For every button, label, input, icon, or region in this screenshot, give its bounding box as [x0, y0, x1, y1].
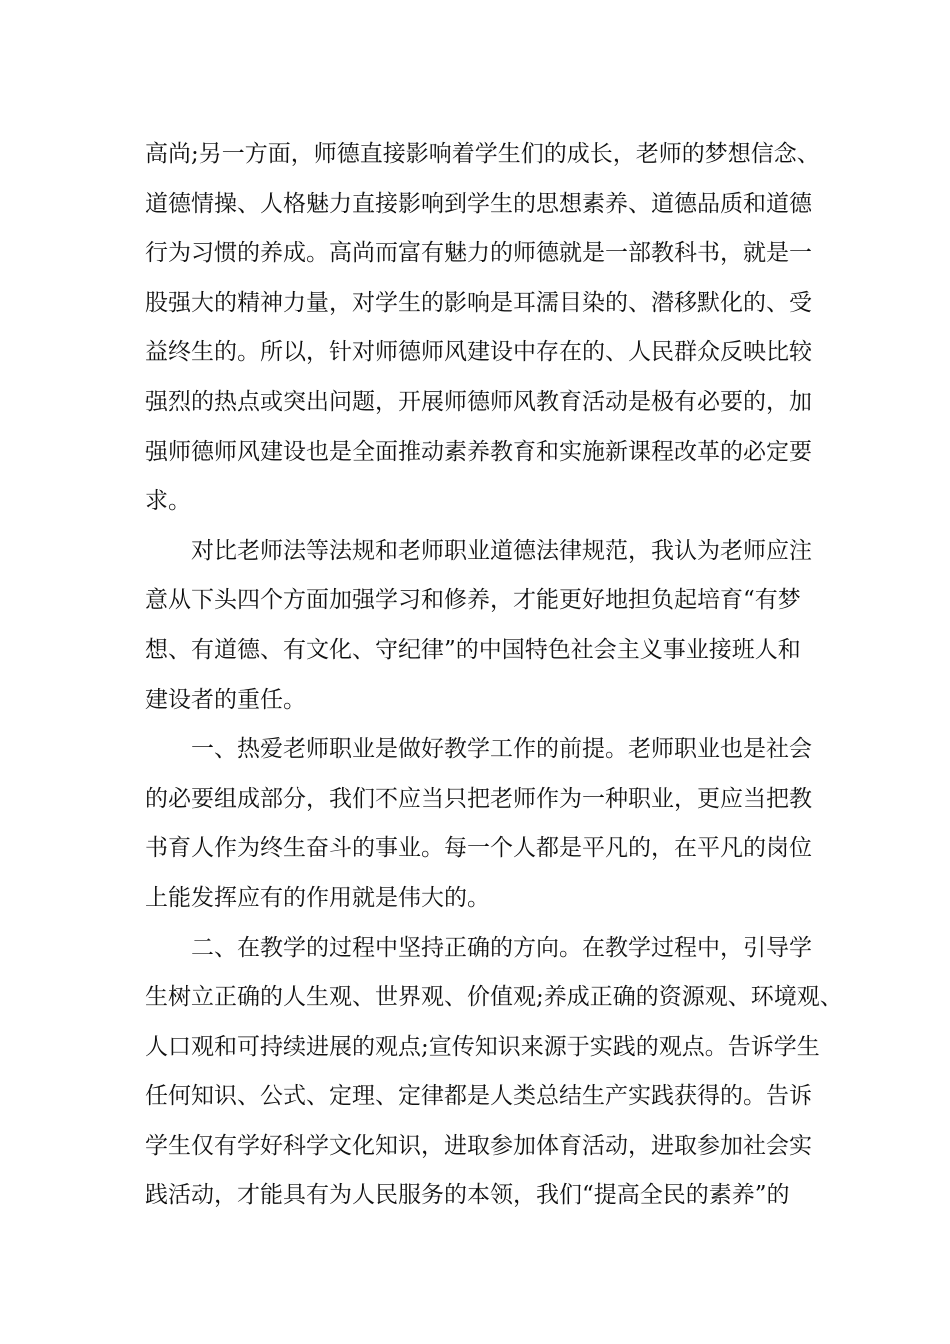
text-line: 人口观和可持续进展的观点;宣传知识来源于实践的观点。告诉学生: [145, 1033, 820, 1060]
paragraph-first-line: 一、热爱老师职业是做好教学工作的前提。老师职业也是社会: [191, 736, 812, 763]
text-line: 道德情操、人格魅力直接影响到学生的思想素养、道德品质和道德: [145, 190, 812, 217]
text-line: 高尚;另一方面，师德直接影响着学生们的成长，老师的梦想信念、: [145, 141, 820, 167]
paragraph-first-line: 二、在教学的过程中坚持正确的方向。在教学过程中，引导学: [191, 934, 812, 961]
document-body: [145, 130, 843, 1221]
text-line: 任何知识、公式、定理、定律都是人类总结生产实践获得的。告诉: [145, 1083, 812, 1110]
text-line: 践活动，才能具有为人民服务的本领，我们“提高全民的素养”的: [145, 1182, 790, 1209]
paragraph-first-line: 对比老师法等法规和老师职业道德法律规范，我认为老师应注: [191, 537, 812, 564]
text-line: 书育人作为终生奋斗的事业。每一个人都是平凡的，在平凡的岗位: [145, 835, 812, 862]
text-line: 强烈的热点或突出问题，开展师德师风教育活动是极有必要的，加: [145, 388, 812, 415]
text-line: 想、有道德、有文化、守纪律”的中国特色社会主义事业接班人和: [145, 636, 801, 663]
text-line: 强师德师风建设也是全面推动素养教育和实施新课程改革的必定要: [145, 438, 812, 465]
text-line: 意从下头四个方面加强学习和修养，才能更好地担负起培育“有梦: [145, 587, 801, 614]
text-line: 学生仅有学好科学文化知识，进取参加体育活动，进取参加社会实: [145, 1132, 812, 1159]
text-line: 益终生的。所以，针对师德师风建设中存在的、人民群众反映比较: [145, 339, 812, 366]
text-line: 上能发挥应有的作用就是伟大的。: [145, 884, 490, 911]
text-line: 求。: [145, 488, 191, 515]
text-line: 建设者的重任。: [145, 686, 306, 713]
text-line: 的必要组成部分，我们不应当只把老师作为一种职业，更应当把教: [145, 785, 812, 812]
text-line: 生树立正确的人生观、世界观、价值观;养成正确的资源观、环境观、: [145, 984, 843, 1011]
text-line: 股强大的精神力量，对学生的影响是耳濡目染的、潜移默化的、受: [145, 289, 812, 316]
text-line: 行为习惯的养成。高尚而富有魅力的师德就是一部教科书，就是一: [145, 240, 812, 267]
